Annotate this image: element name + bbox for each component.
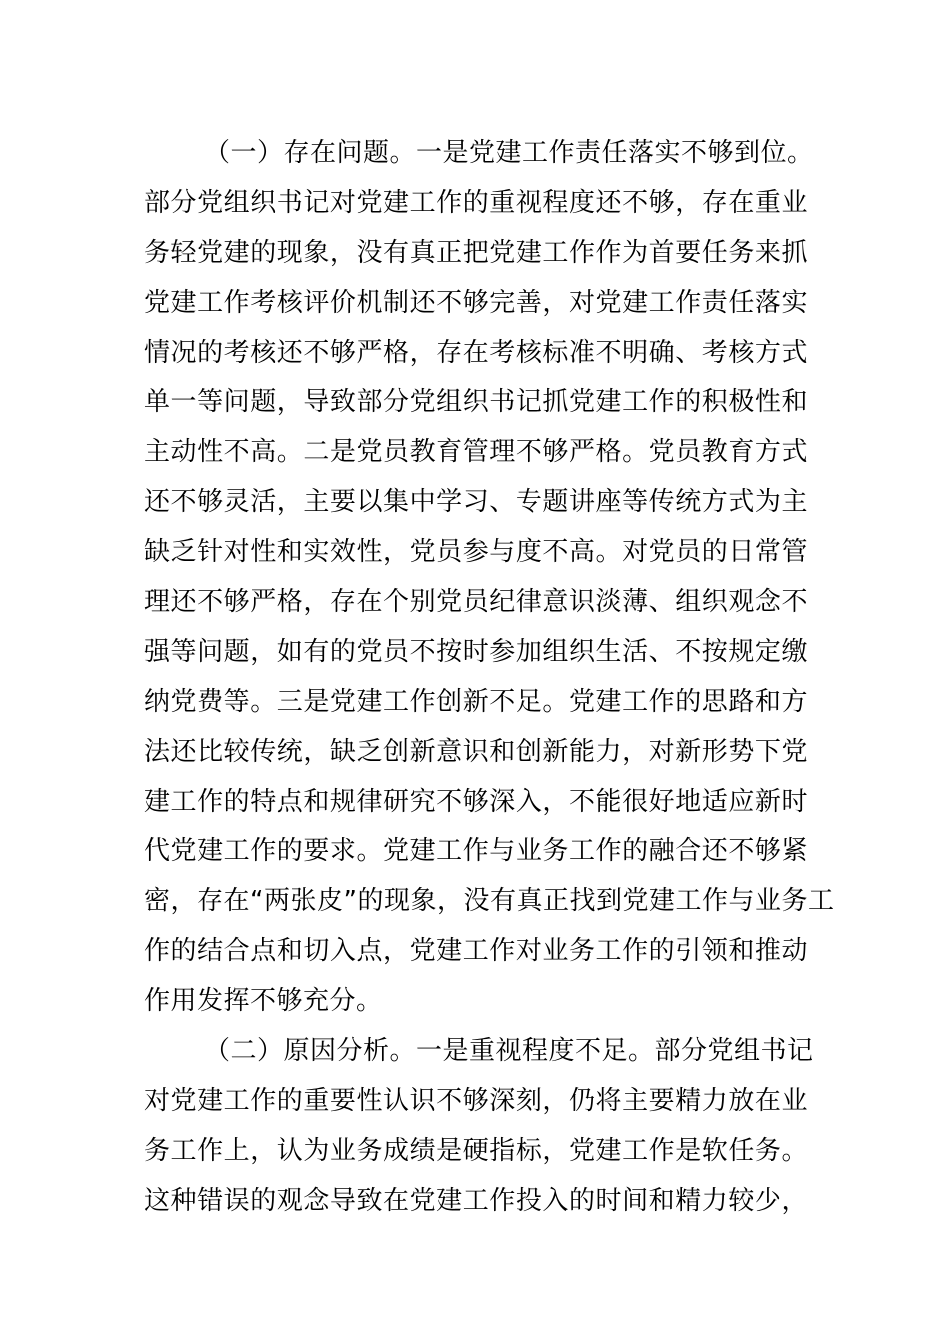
paragraph-1-line-2: 部分党组织书记对党建工作的重视程度还不够，存在重业 bbox=[144, 187, 808, 218]
paragraph-1-line-4: 党建工作考核评价机制还不够完善，对党建工作责任落实 bbox=[144, 287, 808, 318]
paragraph-2-line-3: 务工作上，认为业务成绩是硬指标，党建工作是软任务。 bbox=[144, 1135, 808, 1166]
paragraph-1-line-9: 缺乏针对性和实效性，党员参与度不高。对党员的日常管 bbox=[144, 537, 808, 568]
document-body bbox=[144, 129, 835, 1227]
paragraph-1-line-7: 主动性不高。二是党员教育管理不够严格。党员教育方式 bbox=[144, 437, 808, 468]
paragraph-1-line-18: 作用发挥不够充分。 bbox=[144, 986, 383, 1017]
paragraph-1-line-5: 情况的考核还不够严格，存在考核标准不明确、考核方式 bbox=[144, 337, 808, 368]
paragraph-2-line-1: （二）原因分析。一是重视程度不足。部分党组书记 bbox=[204, 1036, 814, 1067]
paragraph-1-line-10: 理还不够严格，存在个别党员纪律意识淡薄、组织观念不 bbox=[144, 587, 808, 618]
paragraph-1-line-6: 单一等问题，导致部分党组织书记抓党建工作的积极性和 bbox=[144, 387, 808, 418]
paragraph-1-line-16: 密，存在“两张皮”的现象，没有真正找到党建工作与业务工 bbox=[144, 886, 835, 917]
paragraph-1-line-11: 强等问题，如有的党员不按时参加组织生活、不按规定缴 bbox=[144, 636, 808, 667]
paragraph-1-line-3: 务轻党建的现象，没有真正把党建工作作为首要任务来抓 bbox=[144, 237, 808, 268]
paragraph-1-line-1: （一）存在问题。一是党建工作责任落实不够到位。 bbox=[204, 138, 814, 168]
paragraph-2-line-4: 这种错误的观念导致在党建工作投入的时间和精力较少， bbox=[144, 1185, 808, 1216]
paragraph-1-line-12: 纳党费等。三是党建工作创新不足。党建工作的思路和方 bbox=[144, 686, 808, 717]
paragraph-1-line-14: 建工作的特点和规律研究不够深入，不能很好地适应新时 bbox=[144, 786, 808, 817]
paragraph-1-line-15: 代党建工作的要求。党建工作与业务工作的融合还不够紧 bbox=[144, 836, 808, 867]
paragraph-2-line-2: 对党建工作的重要性认识不够深刻，仍将主要精力放在业 bbox=[144, 1085, 808, 1116]
paragraph-1-line-17: 作的结合点和切入点，党建工作对业务工作的引领和推动 bbox=[144, 936, 808, 967]
paragraph-1-line-8: 还不够灵活，主要以集中学习、专题讲座等传统方式为主 bbox=[144, 487, 808, 518]
paragraph-1-line-13: 法还比较传统，缺乏创新意识和创新能力，对新形势下党 bbox=[144, 736, 808, 767]
